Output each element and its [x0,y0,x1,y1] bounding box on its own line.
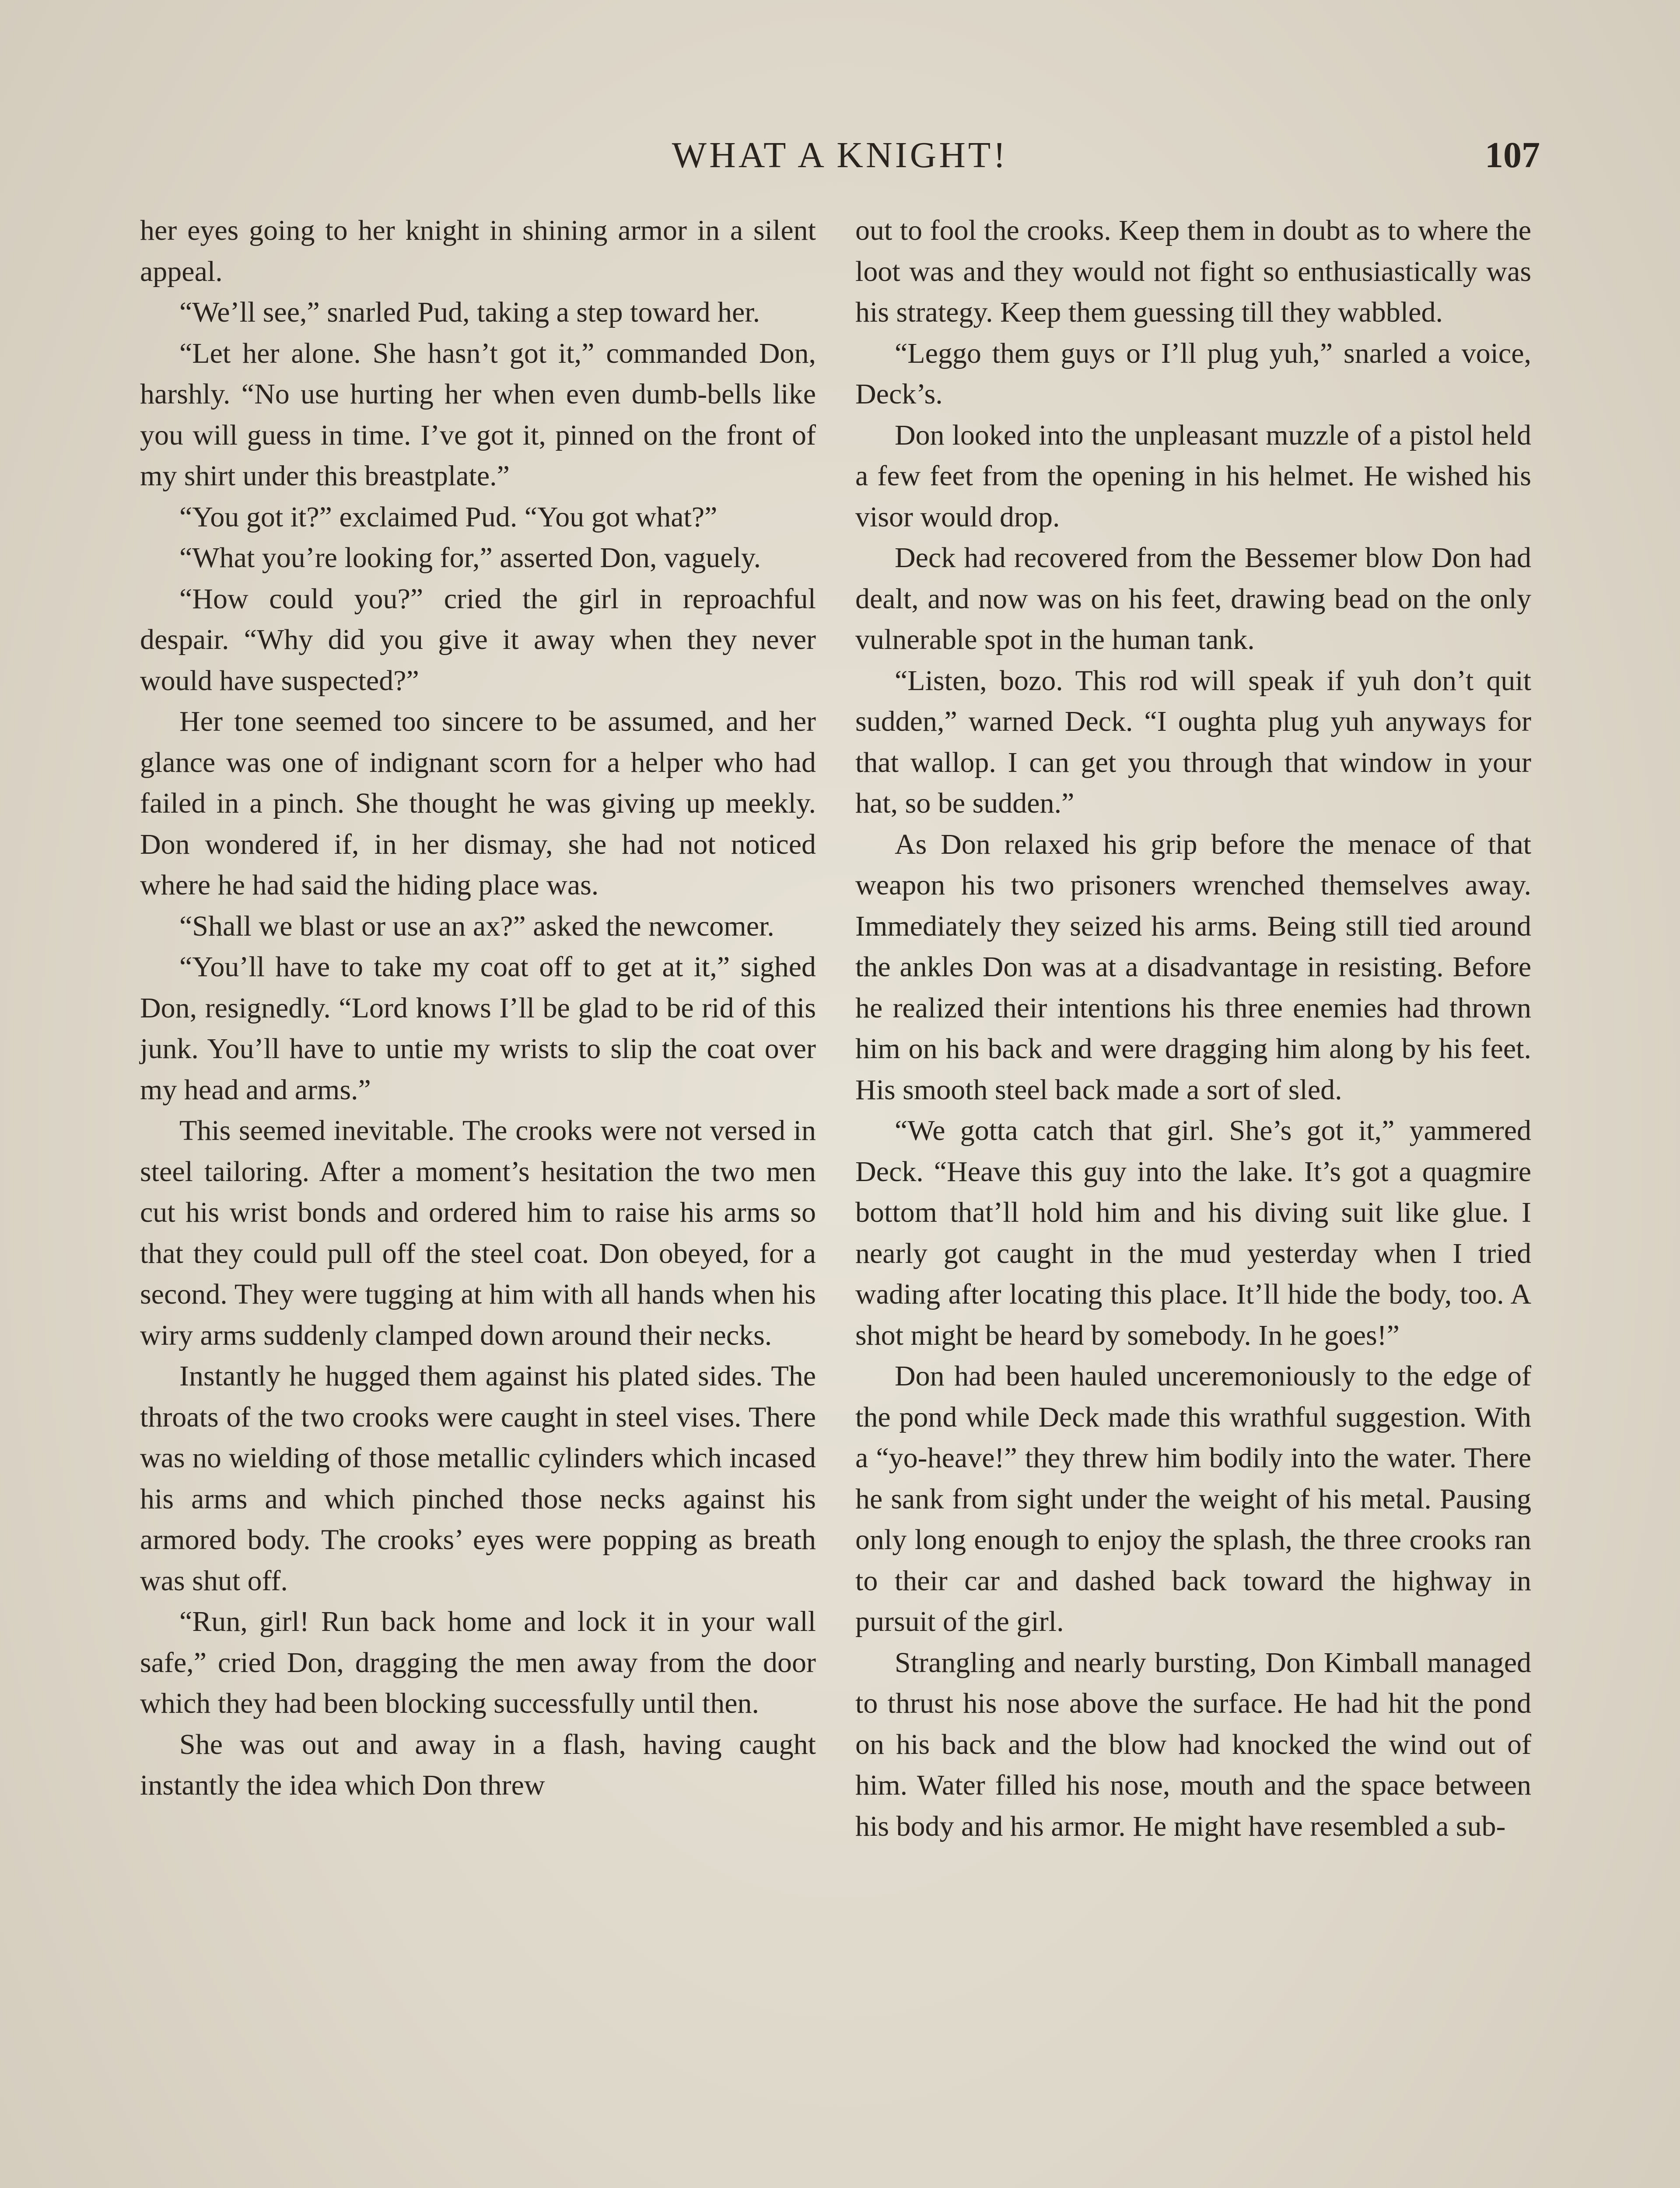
paragraph: “We gotta catch that girl. She’s got it,” yammered Deck. “Heave this guy into the lake. It’s got a quagmire bottom that’ll hold him and his diving suit like glue. I nearly got caught in the mud yesterday when I tried wading after locating this place. It’ll hide the body, too. A shot might be heard by somebody. In he goes!” [855,1115,1531,1351]
paragraph: “You’ll have to take my coat off to get at it,” sighed Don, resignedly. “Lord knows I’ll be glad to be rid of this junk. You’ll have to untie my wrists to slip the coat over my head and arms.” [140,951,816,1106]
paragraph: “You got it?” exclaimed Pud. “You got what?” [179,501,718,533]
text-column-left [140,210,816,1806]
paragraph: her eyes going to her knight in shining armor in a silent appeal. [140,214,816,288]
paragraph: Deck had recovered from the Bessemer blow Don had dealt, and now was on his feet, drawing bead on the only vulnerable spot in the human tank. [855,542,1531,656]
page-header [140,131,1540,179]
paragraph: “Let her alone. She hasn’t got it,” commanded Don, harshly. “No use hurting her when even dumb-bells like you will guess in time. I’ve got it, pinned on the front of my shirt under this breastplate.” [140,337,816,492]
paragraph: “Shall we blast or use an ax?” asked the newcomer. [179,910,774,942]
paragraph: out to fool the crooks. Keep them in doubt as to where the loot was and they would not fight so enthusiastically was his strategy. Keep them guessing till they wabbled. [855,214,1531,328]
paragraph: Don had been hauled unceremoniously to the edge of the pond while Deck made this wrathful suggestion. With a “yo-heave!” they threw him bodily into the water. There he sank from sight under the weight of his metal. Pausing only long enough to enjoy the splash, the three crooks ran to their car and dashed back toward the highway in pursuit of the girl. [855,1360,1531,1637]
paragraph: “What you’re looking for,” asserted Don, vaguely. [179,542,761,574]
paragraph: “How could you?” cried the girl in reproachful despair. “Why did you give it away when they never would have suspected?” [140,582,816,697]
paragraph: Her tone seemed too sincere to be assumed, and her glance was one of indignant scorn for a helper who had failed in a pinch. She thought he was giving up meekly. Don wondered if, in her dismay, she had not noticed where he had said the hiding place was. [140,705,816,901]
paragraph: “We’ll see,” snarled Pud, taking a step toward her. [179,296,760,328]
text-column-right [855,210,1531,1847]
paragraph: She was out and away in a flash, having caught instantly the idea which Don threw [140,1728,816,1801]
paragraph: Instantly he hugged them against his plated sides. The throats of the two crooks were caught in steel vises. There was no wielding of those metallic cylinders which incased his arms and which pinched those necks against his armored body. The crooks’ eyes were popping as breath was shut off. [140,1360,816,1597]
paragraph: “Leggo them guys or I’ll plug yuh,” snarled a voice, Deck’s. [855,337,1531,410]
paragraph: Strangling and nearly bursting, Don Kimball managed to thrust his nose above the surface. He had hit the pond on his back and the blow had knocked the wind out of him. Water filled his nose, mouth and the space between his body and his armor. He might have resembled a sub- [855,1646,1531,1842]
paragraph: As Don relaxed his grip before the menace of that weapon his two prisoners wrenched themselves away. Immediately they seized his arms. Being still tied around the ankles Don was at a disadvantage in resisting. Before he realized their intentions his three enemies had thrown him on his back and were dragging him along by his feet. His smooth steel back made a sort of sled. [855,828,1531,1106]
paragraph: This seemed inevitable. The crooks were not versed in steel tailoring. After a moment’s hesitation the two men cut his wrist bonds and ordered him to raise his arms so that they could pull off the steel coat. Don obeyed, for a second. They were tugging at him with all hands when his wiry arms suddenly clamped down around their necks. [140,1115,816,1351]
paragraph: “Run, girl! Run back home and lock it in your wall safe,” cried Don, dragging the men away from the door which they had been blocking successfully until then. [140,1606,816,1719]
paragraph: “Listen, bozo. This rod will speak if yuh don’t quit sudden,” warned Deck. “I oughta plug yuh anyways for that wallop. I can get you through that window in your hat, so be sudden.” [855,664,1531,819]
paragraph: Don looked into the unpleasant muzzle of a pistol held a few feet from the opening in his helmet. He wished his visor would drop. [855,419,1531,533]
page-number: 107 [1485,135,1540,175]
running-title: WHAT A KNIGHT! [672,135,1008,175]
